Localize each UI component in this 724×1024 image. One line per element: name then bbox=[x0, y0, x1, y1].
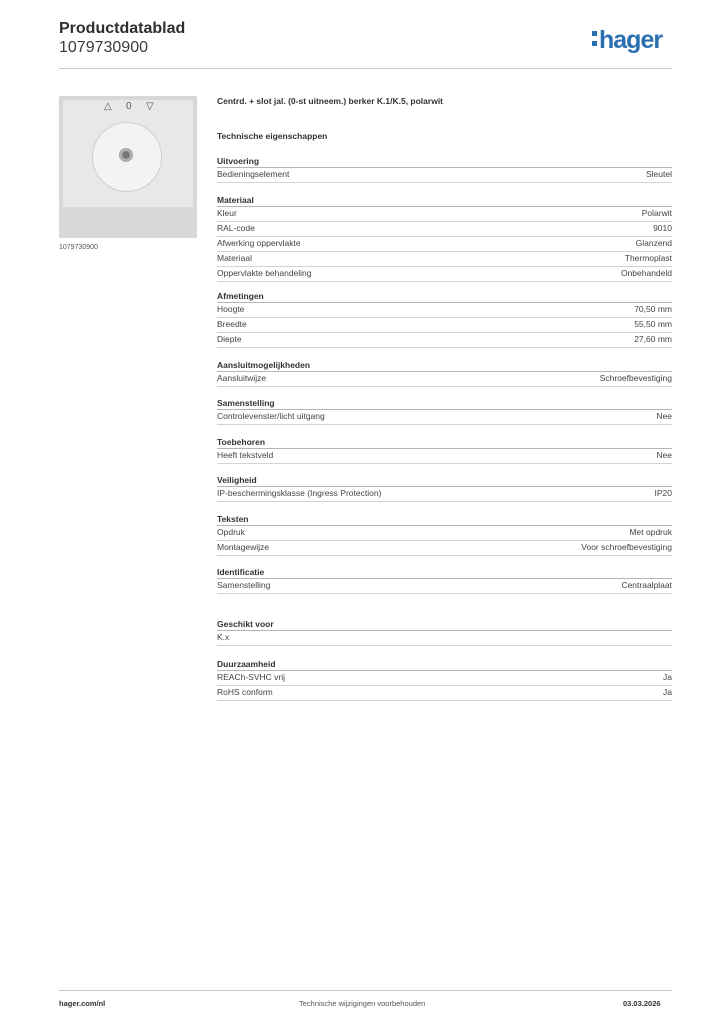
property-row bbox=[217, 237, 672, 252]
property-value: Nee bbox=[656, 411, 672, 421]
product-title: Centrd. + slot jal. (0-st uitneem.) berker K.1/K.5, polarwit bbox=[217, 96, 444, 106]
technical-properties-title: Technische eigenschappen bbox=[217, 131, 328, 141]
section bbox=[217, 290, 672, 348]
property-row bbox=[217, 333, 672, 348]
hager-logo: hager bbox=[592, 26, 662, 55]
property-value: 9010 bbox=[653, 223, 672, 233]
property-value: Schroefbevestiging bbox=[599, 373, 672, 383]
property-value: 70,50 mm bbox=[634, 304, 672, 314]
property-value: IP20 bbox=[654, 488, 672, 498]
property-label: RoHS conform bbox=[217, 687, 273, 697]
section bbox=[217, 397, 672, 425]
property-value: Ja bbox=[663, 672, 672, 682]
property-label: Oppervlakte behandeling bbox=[217, 268, 312, 278]
property-label: RAL-code bbox=[217, 223, 255, 233]
section bbox=[217, 618, 672, 646]
header-title: Productdatablad bbox=[59, 20, 186, 37]
section-title: Toebehoren bbox=[217, 436, 672, 449]
section-title: Teksten bbox=[217, 513, 672, 526]
property-value: Sleutel bbox=[646, 169, 672, 179]
property-label: Diepte bbox=[217, 334, 242, 344]
article-number: 1079730900 bbox=[59, 39, 148, 56]
section-title: Afmetingen bbox=[217, 290, 672, 303]
section bbox=[217, 658, 672, 701]
property-row bbox=[217, 541, 672, 556]
property-row bbox=[217, 222, 672, 237]
header-divider bbox=[59, 68, 672, 69]
property-label: K.x bbox=[217, 632, 230, 642]
property-label: Bedieningselement bbox=[217, 169, 290, 179]
property-value: Voor schroefbevestiging bbox=[581, 542, 672, 552]
property-value: Centraalplaat bbox=[621, 580, 672, 590]
property-row bbox=[217, 267, 672, 282]
section-title: Uitvoering bbox=[217, 155, 672, 168]
property-value: Glanzend bbox=[635, 238, 672, 248]
section bbox=[217, 474, 672, 502]
section bbox=[217, 359, 672, 387]
property-row bbox=[217, 487, 672, 502]
property-label: Heeft tekstveld bbox=[217, 450, 274, 460]
footer-divider bbox=[59, 990, 672, 991]
property-value: Ja bbox=[663, 687, 672, 697]
image-caption: 1079730900 bbox=[59, 244, 98, 251]
property-label: IP-beschermingsklasse (Ingress Protection) bbox=[217, 488, 382, 498]
section-title: Veiligheid bbox=[217, 474, 672, 487]
property-value: 55,50 mm bbox=[634, 319, 672, 329]
section bbox=[217, 566, 672, 594]
up-arrow-icon: △ bbox=[104, 101, 112, 112]
property-label: Breedte bbox=[217, 319, 247, 329]
section-title: Aansluitmogelijkheden bbox=[217, 359, 672, 372]
property-value: Polarwit bbox=[641, 208, 672, 218]
section bbox=[217, 155, 672, 183]
property-value: Onbehandeld bbox=[620, 268, 672, 278]
property-label: Opdruk bbox=[217, 527, 245, 537]
property-label: Samenstelling bbox=[217, 580, 271, 590]
property-row bbox=[217, 631, 672, 646]
section-title: Duurzaamheid bbox=[217, 658, 672, 671]
section-title: Samenstelling bbox=[217, 397, 672, 410]
property-value: Thermoplast bbox=[624, 253, 672, 263]
property-row bbox=[217, 303, 672, 318]
section-title: Geschikt voor bbox=[217, 618, 672, 631]
property-value: Met opdruk bbox=[629, 527, 672, 537]
property-row bbox=[217, 526, 672, 541]
property-row bbox=[217, 372, 672, 387]
property-label: REACh-SVHC vrij bbox=[217, 672, 286, 682]
property-row bbox=[217, 671, 672, 686]
down-arrow-icon: ▽ bbox=[146, 101, 154, 112]
key-lock-icon bbox=[119, 148, 133, 162]
property-row bbox=[217, 318, 672, 333]
property-row bbox=[217, 252, 672, 267]
property-label: Kleur bbox=[217, 208, 237, 218]
section-title: Materiaal bbox=[217, 194, 672, 207]
property-label: Hoogte bbox=[217, 304, 245, 314]
property-label: Afwerking oppervlakte bbox=[217, 238, 301, 248]
footer-disclaimer: Technische wijzigingen voorbehouden bbox=[299, 999, 426, 1008]
zero-symbol: 0 bbox=[126, 101, 132, 112]
section-title: Identificatie bbox=[217, 566, 672, 579]
footer-website: hager.com/nl bbox=[59, 999, 106, 1008]
section bbox=[217, 513, 672, 556]
footer-date: 03.03.2026 bbox=[623, 999, 661, 1008]
property-value: 27,60 mm bbox=[634, 334, 672, 344]
property-row bbox=[217, 207, 672, 222]
property-label: Montagewijze bbox=[217, 542, 269, 552]
section bbox=[217, 436, 672, 464]
section bbox=[217, 194, 672, 282]
property-row bbox=[217, 686, 672, 701]
property-row bbox=[217, 449, 672, 464]
property-row bbox=[217, 579, 672, 594]
property-value: Nee bbox=[656, 450, 672, 460]
property-row bbox=[217, 410, 672, 425]
property-row bbox=[217, 168, 672, 183]
logo-dots-icon bbox=[592, 26, 597, 46]
property-label: Controlevenster/licht uitgang bbox=[217, 411, 325, 421]
property-label: Materiaal bbox=[217, 253, 252, 263]
property-label: Aansluitwijze bbox=[217, 373, 267, 383]
